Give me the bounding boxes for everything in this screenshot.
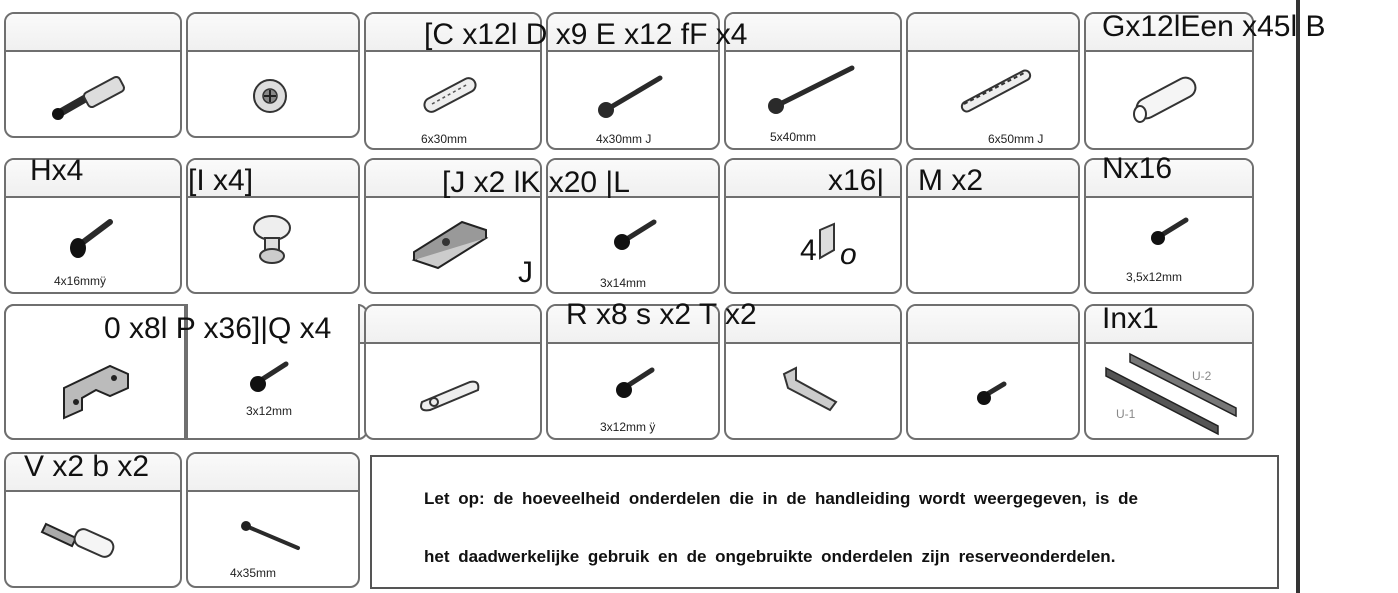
label-c-d-e-f: [C x12l D x9 E x12 fF x4 [424, 18, 748, 51]
label-h: Hx4 [30, 154, 84, 187]
cell-header [726, 14, 900, 52]
rail-label-u1: U-1 [1116, 407, 1136, 421]
cell-header [908, 306, 1078, 344]
small-screw-icon [188, 344, 358, 438]
size-label: 4x30mm J [596, 132, 652, 146]
angle-bracket-icon [726, 344, 900, 438]
label-m: M x2 [918, 164, 984, 197]
cell-header [6, 14, 180, 52]
magnetic-catch-icon [366, 198, 540, 292]
note-line-2: het daadwerkelijke gebruik en de ongebruikte onderdelen zijn reserveonderdelen. [424, 547, 1116, 566]
label-v-b: V x2 b x2 [24, 450, 150, 483]
part-cell-a [4, 12, 182, 138]
cam-lock-icon [188, 52, 358, 136]
wall-plug-icon [6, 492, 180, 586]
size-label: 3x12mm ÿ [600, 420, 656, 434]
part-cell-t [906, 304, 1080, 440]
label-x16: x16| [828, 164, 885, 197]
label-o-p-q: 0 x8l P x36]|Q x4 [104, 312, 332, 345]
label-n: Nx16 [1102, 152, 1173, 185]
part-cell-g [906, 12, 1080, 150]
part-cell-b [186, 12, 360, 138]
rail-label-u2: U-2 [1192, 369, 1212, 383]
size-label: 6x50mm J [988, 132, 1044, 146]
size-label: 4x16mmÿ [54, 274, 107, 288]
label-r-s-t: R x8 s x2 T x2 [566, 298, 757, 331]
drawer-rails-icon [1086, 344, 1252, 438]
plastic-plug-icon [1086, 52, 1252, 148]
part-cell-f [724, 12, 902, 150]
label-four: 4 [800, 234, 817, 267]
z-bracket-icon [6, 344, 184, 438]
cell-header [908, 14, 1078, 52]
shelf-support-icon [366, 344, 540, 438]
label-i: [I x4] [188, 164, 254, 197]
label-j-k-l: [J x2 lK x20 |L [442, 166, 630, 199]
screw-t-icon [908, 344, 1078, 438]
note-box [370, 455, 1279, 589]
label-g-e-b: Gx12lEen x45l B [1102, 10, 1326, 43]
part-cell-q [364, 304, 542, 440]
vertical-divider [1296, 0, 1300, 593]
size-label: 6x30mm [421, 132, 468, 146]
size-label: 3x12mm [246, 404, 293, 418]
part-cell-b2 [186, 452, 360, 588]
size-label: 3x14mm [600, 276, 647, 290]
label-o-italic: o [840, 238, 857, 271]
note-line-1: Let op: de hoeveelheid onderdelen die in de handleiding wordt weergegeven, is de [424, 489, 1138, 508]
label-j-stray: J [518, 256, 533, 289]
knob-icon [188, 198, 358, 292]
size-label: 4x35mm [230, 566, 277, 580]
size-label: 3,5x12mm [1126, 270, 1183, 284]
cell-header [188, 14, 358, 52]
cell-header [366, 306, 540, 344]
cam-bolt-icon [6, 52, 180, 136]
label-inx1: Inx1 [1102, 302, 1159, 335]
size-label: 5x40mm [770, 130, 817, 144]
cell-header [188, 454, 358, 492]
